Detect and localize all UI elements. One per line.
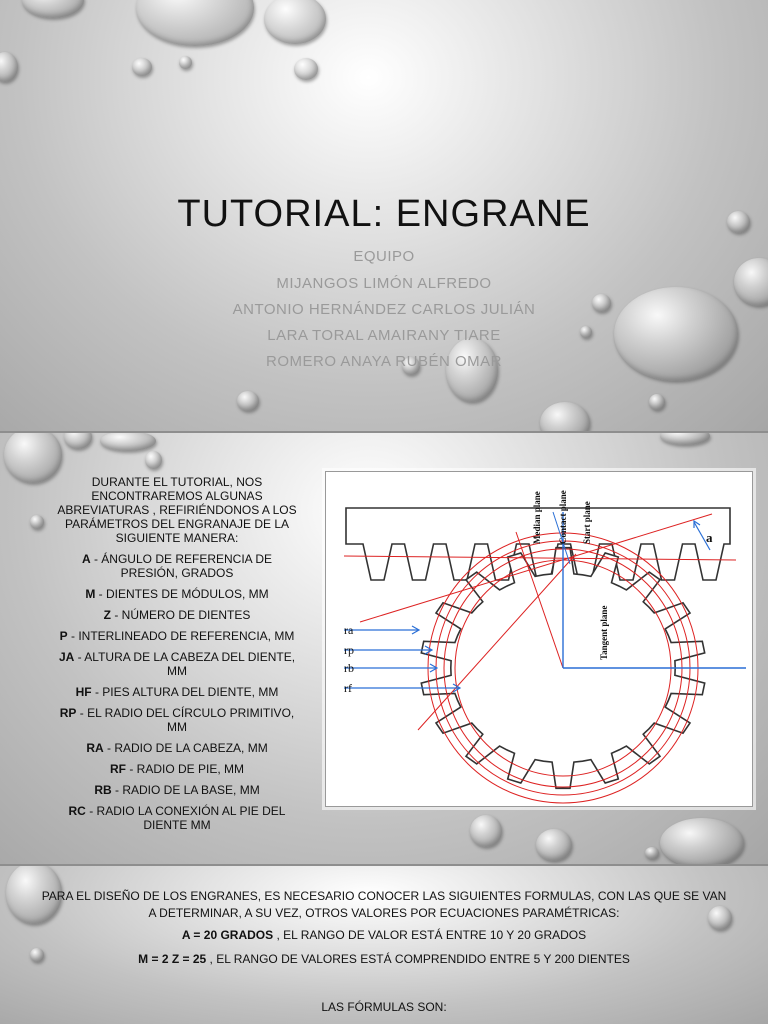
definition-item	[54, 608, 300, 622]
definition-text: - ALTURA DE LA CABEZA DEL DIENTE, MM	[74, 650, 296, 678]
water-drop	[446, 338, 498, 402]
definition-item	[54, 762, 300, 776]
title-slide	[0, 0, 768, 431]
water-drop	[179, 56, 192, 69]
definition-item	[54, 587, 300, 601]
water-drop	[237, 391, 259, 411]
water-drop	[470, 815, 502, 847]
definition-item	[54, 804, 300, 832]
tangent-plane-label: Tangent plane	[599, 605, 609, 660]
definition-item	[54, 552, 300, 580]
water-drop	[294, 58, 318, 80]
water-drop	[264, 0, 326, 44]
definition-text: - RADIO LA CONEXIÓN AL PIE DEL DIENTE MM	[85, 804, 286, 832]
definition-abbr: Z	[103, 608, 111, 622]
definition-abbr: P	[59, 629, 68, 643]
rb-label: rb	[344, 661, 354, 675]
definition-item	[54, 650, 300, 678]
definition-text: - ÁNGULO DE REFERENCIA DE PRESIÓN, GRADOS	[90, 552, 273, 580]
water-drop	[64, 433, 92, 449]
abbreviation-list	[54, 475, 300, 839]
water-drop	[136, 0, 254, 46]
definition-text: - RADIO DE LA CABEZA, MM	[103, 741, 268, 755]
definition-abbr: RP	[59, 706, 77, 720]
formulas-intro: PARA EL DISEÑO DE LOS ENGRANES, ES NECESARIO CONOCER LAS SIGUIENTES FORMULAS, CON LAS QUE SE VAN A DETERMINAR, A SU VEZ, OTROS VALORES POR ECUACIONES PARAMÉTRICAS:	[41, 889, 727, 920]
water-drop	[145, 451, 162, 469]
water-drop	[660, 433, 710, 445]
definition-text: - RADIO DE LA BASE, MM	[111, 783, 260, 797]
rf-label: rf	[344, 681, 352, 695]
start-plane-label: Start plane	[582, 501, 592, 544]
definition-item	[54, 783, 300, 797]
definition-abbr: RB	[94, 783, 112, 797]
presentation-title: TUTORIAL: ENGRANE	[177, 193, 591, 235]
water-drop	[22, 0, 84, 18]
water-drop	[649, 394, 665, 410]
formulas-slide	[0, 866, 768, 1024]
formulas-heading: LAS FÓRMULAS SON:	[321, 1000, 447, 1014]
water-drop	[540, 402, 590, 431]
definition-abbr: RF	[109, 762, 126, 776]
water-drop	[645, 847, 659, 859]
definition-abbr: JA	[58, 650, 75, 664]
definition-abbr: HF	[75, 685, 92, 699]
team-member: ROMERO ANAYA RUBÉN OMAR	[266, 353, 502, 370]
definition-abbr: RC	[68, 804, 86, 818]
water-drop	[30, 515, 44, 529]
angle-label: a	[706, 530, 713, 545]
formula-note: , EL RANGO DE VALOR ESTÁ ENTRE 10 Y 20 GRADOS	[273, 928, 587, 942]
ra-label: ra	[344, 623, 354, 637]
water-drop	[0, 52, 18, 82]
definition-item	[54, 706, 300, 734]
rp-label: rp	[344, 643, 354, 657]
definition-item	[54, 629, 300, 643]
abbreviations-slide	[0, 433, 768, 864]
formula-line	[0, 928, 768, 942]
definition-abbr: A	[81, 552, 91, 566]
definition-text: - DIENTES DE MÓDULOS, MM	[95, 587, 269, 601]
team-heading: EQUIPO	[353, 248, 415, 265]
team-member: ANTONIO HERNÁNDEZ CARLOS JULIÁN	[232, 301, 536, 318]
formula-line	[0, 952, 768, 966]
contact-plane-label: Contact plane	[558, 490, 568, 544]
formula-value: A = 20 GRADOS	[181, 928, 274, 942]
team-member: MIJANGOS LIMÓN ALFREDO	[276, 275, 492, 292]
definition-text: - EL RADIO DEL CÍRCULO PRIMITIVO, MM	[76, 706, 295, 734]
definition-abbr: M	[85, 587, 96, 601]
gear-diagram-svg	[326, 472, 752, 806]
median-plane-label: Median plane	[532, 491, 542, 544]
definition-item	[54, 685, 300, 699]
team-member: LARA TORAL AMAIRANY TIARE	[267, 327, 501, 344]
water-drop	[536, 829, 572, 861]
gear-diagram	[325, 471, 753, 807]
formula-note: , EL RANGO DE VALORES ESTÁ COMPRENDIDO ENTRE 5 Y 200 DIENTES	[206, 952, 630, 966]
water-drop	[660, 818, 744, 864]
water-drop	[100, 433, 156, 451]
formula-value: M = 2 Z = 25	[138, 952, 207, 966]
intro-text: DURANTE EL TUTORIAL, NOS ENCONTRAREMOS ALGUNAS ABREVIATURAS , REFIRIÉNDONOS A LOS PARÁMETROS DEL ENGRANAJE DE LA SIGUIENTE MANERA:	[57, 475, 297, 545]
definition-text: - RADIO DE PIE, MM	[125, 762, 244, 776]
definition-text: - NÚMERO DE DIENTES	[111, 608, 251, 622]
water-drop	[132, 58, 152, 76]
definition-item	[54, 741, 300, 755]
definition-text: - PIES ALTURA DEL DIENTE, MM	[91, 685, 279, 699]
definition-abbr: RA	[86, 741, 104, 755]
definition-text: - INTERLINEADO DE REFERENCIA, MM	[67, 629, 295, 643]
